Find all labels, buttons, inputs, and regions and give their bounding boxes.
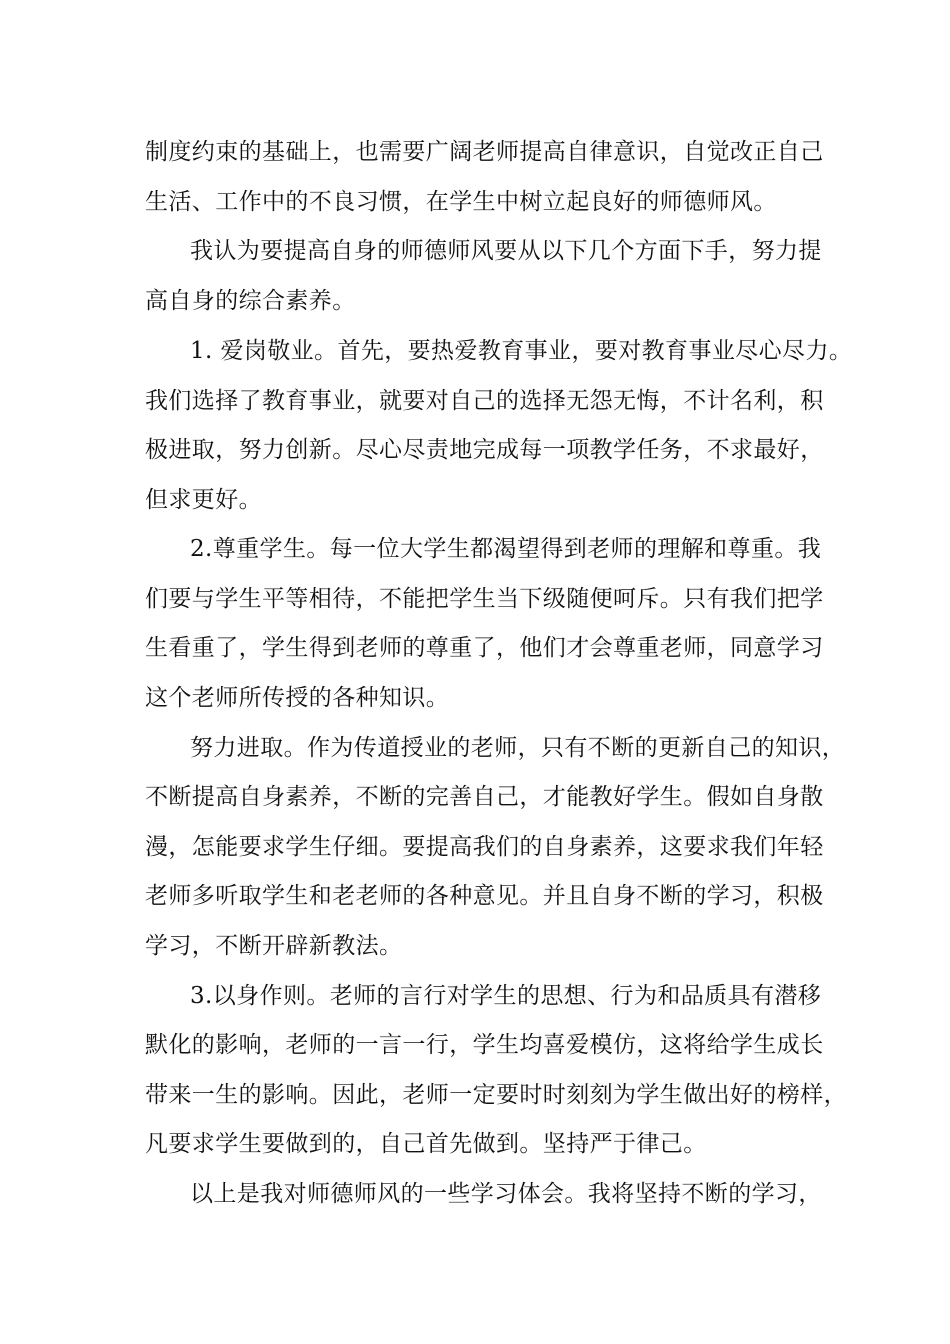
text-line: 凡要求学生要做到的，自己首先做到。坚持严于律己。 xyxy=(145,1131,707,1157)
text-line: 默化的影响，老师的一言一行，学生均喜爱模仿，这将给学生成长 xyxy=(145,1032,824,1058)
paragraph-start-line: 努力进取。作为传道授业的老师，只有不断的更新自己的知识， xyxy=(190,735,846,761)
text-line: 老师多听取学生和老老师的各种意见。并且自身不断的学习，积极 xyxy=(145,883,824,909)
text-line: 但求更好。 xyxy=(145,487,262,513)
text-line: 极进取，努力创新。尽心尽责地完成每一项教学任务，不求最好， xyxy=(145,437,824,463)
text-line: 这个老师所传授的各种知识。 xyxy=(145,685,450,711)
text-line: 们要与学生平等相待，不能把学生当下级随便呵斥。只有我们把学 xyxy=(145,586,824,612)
paragraph-start-line: 1. 爱岗敬业。首先，要热爱教育事业，要对教育事业尽心尽力。 xyxy=(190,338,853,364)
text-line: 不断提高自身素养，不断的完善自己，才能教好学生。假如自身散 xyxy=(145,784,824,810)
paragraph-start-line: 2.尊重学生。每一位大学生都渴望得到老师的理解和尊重。我 xyxy=(190,536,822,562)
text-line: 我们选择了教育事业，就要对自己的选择无怨无悔，不计名利，积 xyxy=(145,388,824,414)
text-line: 漫，怎能要求学生仔细。要提高我们的自身素养，这要求我们年轻 xyxy=(145,834,824,860)
text-line: 生活、工作中的不良习惯，在学生中树立起良好的师德师风。 xyxy=(145,189,777,215)
text-line: 制度约束的基础上，也需要广阔老师提高自律意识，自觉改正自己 xyxy=(145,139,824,165)
paragraph-start-line: 以上是我对师德师风的一些学习体会。我将坚持不断的学习， xyxy=(190,1181,822,1207)
text-line: 学习，不断开辟新教法。 xyxy=(145,933,403,959)
text-line: 生看重了，学生得到老师的尊重了，他们才会尊重老师，同意学习 xyxy=(145,635,824,661)
text-line: 带来一生的影响。因此，老师一定要时时刻刻为学生做出好的榜样， xyxy=(145,1082,847,1108)
paragraph-start-line: 我认为要提高自身的师德师风要从以下几个方面下手，努力提 xyxy=(190,238,822,264)
paragraph-start-line: 3.以身作则。老师的言行对学生的思想、行为和品质具有潜移 xyxy=(190,983,822,1009)
text-line: 高自身的综合素养。 xyxy=(145,288,356,314)
